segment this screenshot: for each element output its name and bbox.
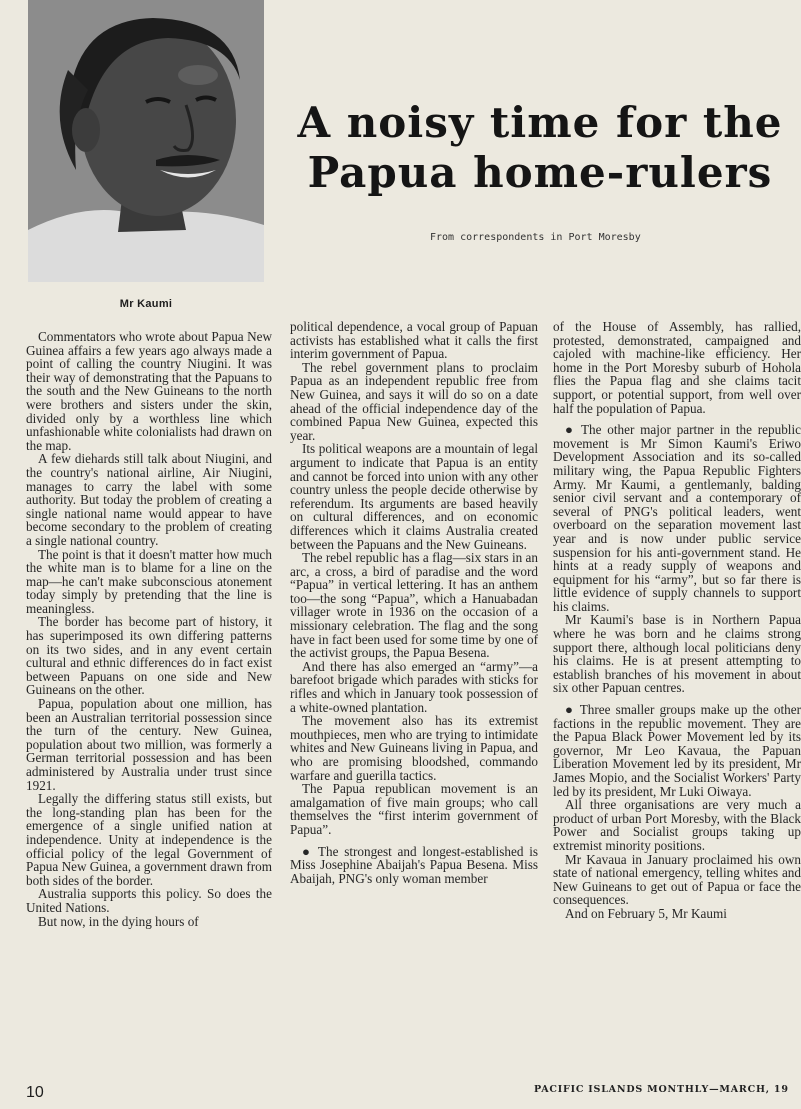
paragraph: The rebel republic has a flag—six stars in an arc, a cross, a bird of paradise and the word “Papua” in vertical lettering. It has an anthem too—the song “Papua”, which a Hanuabadan villager wrote in 1936 on the occasion of a missionary celebration. The flag and the song have in fact been used for some time by one of the activist groups, the Papua Besena. [290, 550, 538, 661]
paragraph: political dependence, a vocal group of Papuan activists has established what it calls the first interim government of Papua. [290, 319, 538, 362]
byline: From correspondents in Port Moresby [430, 232, 641, 243]
paragraph: ● The other major partner in the republic movement is Mr Simon Kaumi's Eriwo Development Association and its so-called military wing, the Papua Republic Fighters Army. Mr Kaumi, a gentlemanly, balding senior civil servant and a contemporary of several of PNG's political leaders, went overboard on the separation movement last year and is now under public service suspension for his anti-government stand. He hints at a ready supply of weapons and equipment for his “army”, but so far there is little evidence of supply channels to support his claims. [553, 422, 801, 614]
paragraph: The Papua republican movement is an amalgamation of five main groups; who call themselves the “first interim government of Papua”. [290, 781, 538, 837]
paragraph: All three organisations are very much a product of urban Port Moresby, with the Black Power and Socialist groups taking up extremist minority positions. [553, 797, 801, 853]
portrait-illustration [28, 0, 264, 282]
publication-footer: PACIFIC ISLANDS MONTHLY—MARCH, 19 [534, 1084, 789, 1095]
paragraph: The point is that it doesn't matter how much the white man is to blame for a line on the map—he can't make subconscious atonement today simply by pretending that the line is meaningless. [26, 546, 272, 616]
column-1 [26, 330, 272, 928]
headline: A noisy time for the Papua home-rulers [297, 98, 783, 198]
paragraph: And on February 5, Mr Kaumi [565, 905, 727, 921]
paragraph: The rebel government plans to proclaim Papua as an independent republic free from New Guinea, and says it will do so on a date ahead of the official independence day of the combined Papua New Guinea, expected this year. [290, 359, 538, 443]
paragraph: Legally the differing status still exists, but the long-standing plan has been for the emergence of a single unified nation at independence. Unity at independence is the official policy of the legal Government of Papua New Guinea, a government drawn from both sides of the border. [26, 791, 272, 888]
column-3 [553, 320, 801, 921]
paragraph: A few diehards still talk about Niugini, and the country's national airline, Air Niugini, manages to carry the label with some authority. But today the problem of creating a single national name would appear to have become secondary to the problem of creating a single national country. [26, 451, 272, 548]
page-number: 10 [26, 1084, 44, 1101]
paragraph: Commentators who wrote about Papua New Guinea affairs a few years ago always made a point of calling the country Niugini. It was their way of demonstrating that the Papuans to the south and the New Guineans to the north were brothers and sisters under the skin, divided only by a worthless line which unfashionable white colonialists had drawn on the map. [26, 329, 272, 453]
paragraph: ● Three smaller groups make up the other factions in the republic movement. They are the Papua Black Power Movement led by its governor, Mr Leo Kavaua, the Papuan Liberation Movement led by its president, Mr James Mopio, and the Socialist Workers' Party led by its president, Mr Luki Oiwaya. [553, 702, 801, 799]
column-2 [290, 320, 538, 885]
paragraph: Mr Kavaua in January proclaimed his own state of national emergency, telling whites and New Guineans to get out of Papua or face the consequences. [553, 851, 801, 908]
paragraph: And there has also emerged an “army”—a barefoot brigade which parades with sticks for rifles and which in January took possession of a white-owned plantation. [290, 658, 538, 715]
portrait-photo [28, 0, 264, 282]
paragraph: But now, in the dying hours of [38, 913, 199, 929]
paragraph: The border has become part of history, it has superimposed its own differing patterns on its two sides, and in any event certain cultural and ethnic differences do in fact exist between Papuans on one side and New Guineans on the other. [26, 614, 272, 698]
paragraph: ● The strongest and longest-established is Miss Josephine Abaijah's Papua Besena. Miss Abaijah, PNG's only woman member [290, 843, 538, 886]
paragraph: Papua, population about one million, has been an Australian territorial possession since the turn of the century. New Guinea, population about two million, was formerly a German territorial possession and has been administered by Australia under trust since 1921. [26, 696, 272, 793]
paragraph: Its political weapons are a mountain of legal argument to indicate that Papua is an entity and cannot be forced into union with any other country unless the people decide otherwise by referendum. Its arguments are based heavily on cultural differences, and on economic differences which it claims Australia created between the Papuans and the New Guineans. [290, 441, 538, 552]
paragraph: The movement also has its extremist mouthpieces, men who are trying to intimidate whites and New Guineans living in Papua, and who are promising bloodshed, commando warfare and guerilla tactics. [290, 713, 538, 783]
paragraph: Mr Kaumi's base is in Northern Papua where he was born and he claims strong support there, although local politicians deny his claims. He is at present attempting to establish branches of his movement in about six other Papuan centres. [553, 612, 801, 696]
paragraph: Australia supports this policy. So does the United Nations. [26, 886, 272, 915]
photo-caption: Mr Kaumi [119, 298, 173, 310]
paragraph: of the House of Assembly, has rallied, protested, demonstrated, campaigned and cajoled with machine-like efficiency. Her home in the Port Moresby suburb of Hohola flies the Papua flag and she claims tacit support, or potential support, from well over half the population of Papua. [553, 320, 801, 416]
